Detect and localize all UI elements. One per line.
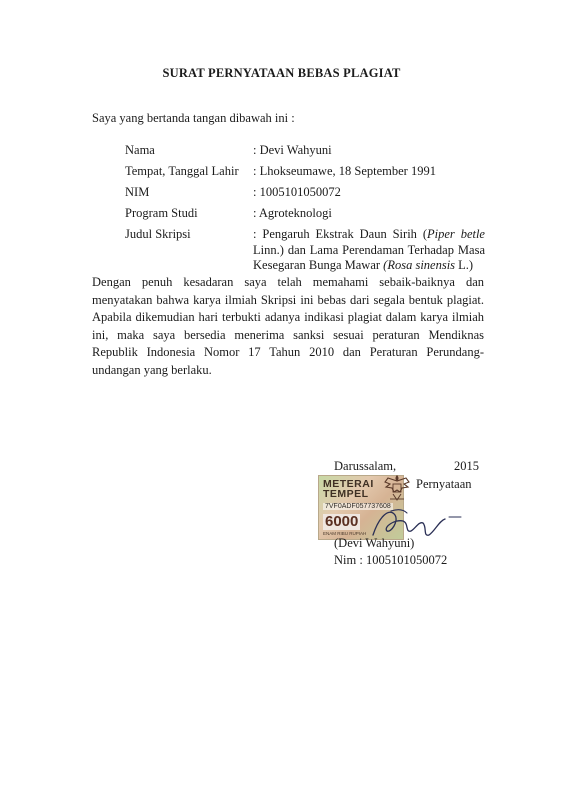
document-title: SURAT PERNYATAAN BEBAS PLAGIAT (162, 66, 401, 80)
signature-role: Pernyataan (416, 477, 472, 491)
field-label: Nama (125, 143, 155, 157)
field-label: Program Studi (125, 206, 198, 220)
field-label: NIM (125, 185, 150, 199)
meterai-stamp: METERAI TEMPEL 7VF0ADF057737608 6000 ENAM RIBU RUPIAH (318, 475, 404, 540)
statement-paragraph: Dengan penuh kesadaran saya telah memahami sebaik-baiknya dan menyatakan bahwa karya ilmiah Skripsi ini bebas dari segala bentuk plagiat. Apabila dikemudian hari terbukti adanya indikasi plagiat dalam karya ilmiah ini, maka saya bersedia menerima sanksi sesuai peraturan Mendiknas Republik Indonesia Nomor 17 Tahun 2010 dan Peraturan Perundang-undangan yang berlaku. (92, 275, 484, 377)
field-value-judul: : Pengaruh Ekstrak Daun Sirih (Piper betle Linn.) dan Lama Perendaman Terhadap Masa Kesegaran Bunga Mawar (Rosa sinensis L.) (253, 227, 485, 272)
field-value: : 1005101050072 (253, 185, 341, 199)
field-value: : Lhokseumawe, 18 September 1991 (253, 164, 436, 178)
field-label: Judul Skripsi (125, 227, 191, 241)
signature-nim: Nim : 1005101050072 (334, 553, 448, 567)
signature-name: (Devi Wahyuni) (334, 536, 415, 550)
field-value: : Devi Wahyuni (253, 143, 332, 157)
intro-text: Saya yang bertanda tangan dibawah ini : (92, 111, 295, 125)
field-label: Tempat, Tanggal Lahir (125, 164, 239, 178)
signature-year: 2015 (454, 459, 479, 473)
signature-place: Darussalam, (334, 459, 397, 473)
field-value: : Agroteknologi (253, 206, 332, 220)
